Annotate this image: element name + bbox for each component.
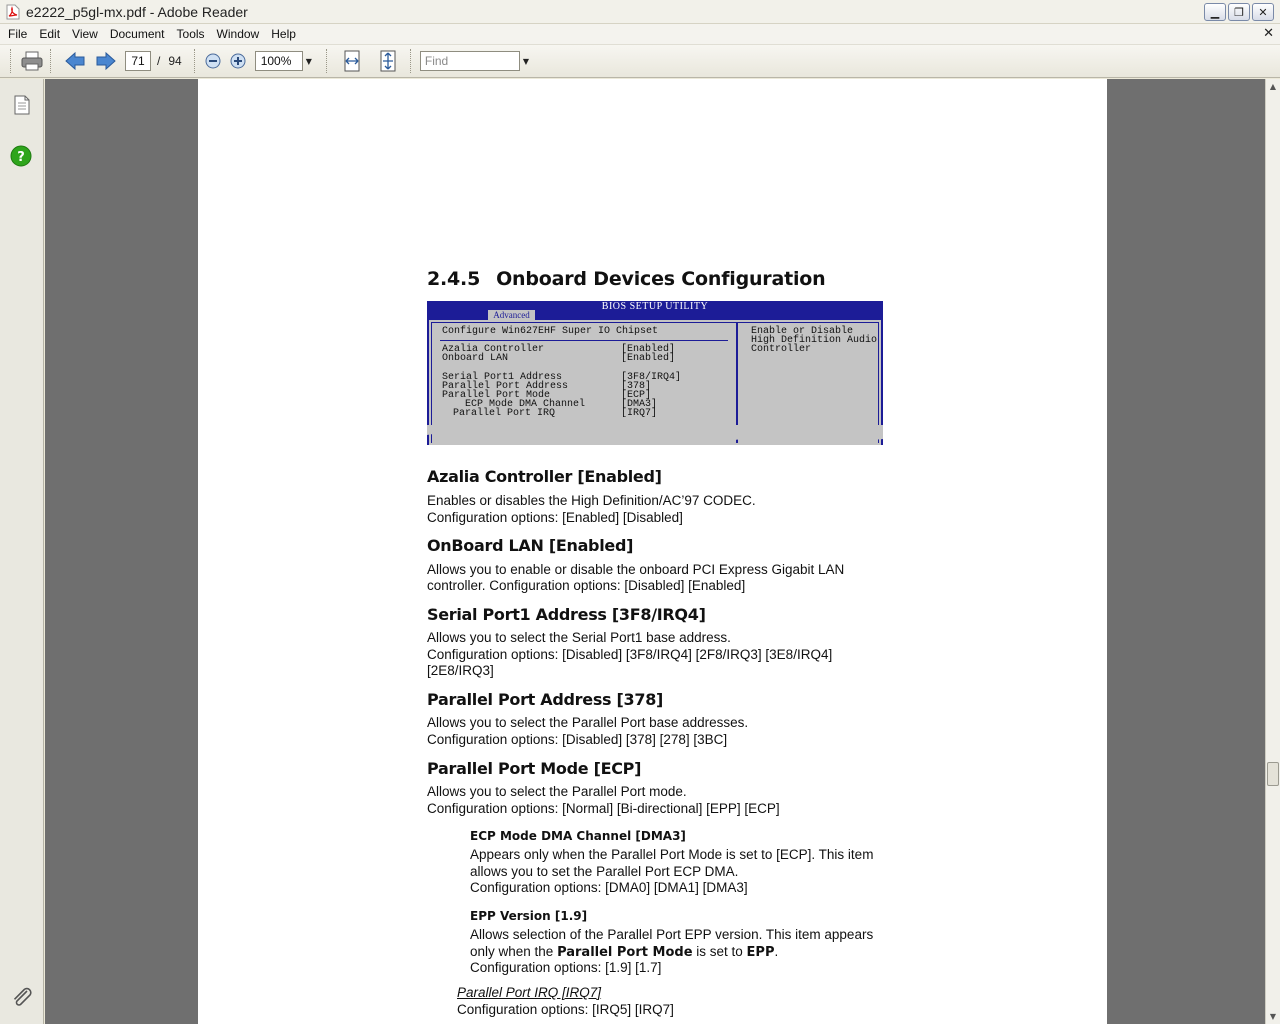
document-area[interactable] xyxy=(45,79,1265,1024)
scroll-down-icon[interactable]: ▼ xyxy=(1269,1012,1277,1021)
bios-row-value: [ECP] xyxy=(621,390,652,401)
paragraph-line: Allows you to select the Parallel Port mode. xyxy=(427,784,687,799)
paragraph-line: allows you to set the Parallel Port ECP DMA. xyxy=(470,864,739,879)
fit-page-icon xyxy=(378,50,398,72)
paragraph-line: Configuration options: [Normal] [Bi-directional] [EPP] [ECP] xyxy=(427,801,780,816)
zoom-level-input[interactable]: 100% xyxy=(255,51,303,71)
close-icon: ✕ xyxy=(1258,5,1268,19)
fit-width-button[interactable] xyxy=(342,50,362,72)
section-number: 2.4.5 xyxy=(427,268,481,290)
bios-row-value: [Enabled] xyxy=(621,353,676,364)
bios-header xyxy=(427,301,883,320)
bios-heading: Configure Win627EHF Super IO Chipset xyxy=(442,326,659,337)
text-fragment: is set to xyxy=(692,944,747,959)
bios-help-line: Controller xyxy=(751,344,812,355)
heading-serial-port: Serial Port1 Address [3F8/IRQ4] xyxy=(427,605,706,624)
help-icon[interactable] xyxy=(10,145,32,167)
paragraph-line: controller. Configuration options: [Disabled] [Enabled] xyxy=(427,578,746,593)
page-separator: / xyxy=(157,54,161,68)
bios-row-label: Parallel Port Mode xyxy=(442,390,551,401)
torn-edge xyxy=(427,425,883,445)
menu-document[interactable]: Document xyxy=(109,27,165,41)
bios-tab-advanced: Advanced xyxy=(488,310,535,320)
bios-row-label: Azalia Controller xyxy=(442,344,545,355)
bios-utility-title: BIOS SETUP UTILITY xyxy=(601,301,709,312)
zoom-in-button[interactable] xyxy=(229,52,247,70)
minimize-button[interactable] xyxy=(1204,3,1226,21)
svg-text:?: ? xyxy=(17,150,25,165)
paragraph-line: Configuration options: [Enabled] [Disabled] xyxy=(427,510,683,525)
scrollbar-thumb[interactable] xyxy=(1267,762,1279,786)
section-title xyxy=(427,268,825,290)
menu-edit[interactable]: Edit xyxy=(39,27,61,41)
heading-onboard-lan: OnBoard LAN [Enabled] xyxy=(427,536,634,555)
bios-row-value: [378] xyxy=(621,381,652,392)
section-title-text: Onboard Devices Configuration xyxy=(496,268,826,290)
paragraph-line: Configuration options: [1.9] [1.7] xyxy=(470,960,662,975)
bold-fragment: Parallel Port Mode xyxy=(557,945,693,960)
paragraph-line: Allows you to select the Parallel Port base addresses. xyxy=(427,715,749,730)
zoom-out-button[interactable] xyxy=(204,52,222,70)
pdf-icon xyxy=(6,4,20,20)
close-button[interactable] xyxy=(1252,3,1274,21)
subheading-ecp-dma: ECP Mode DMA Channel [DMA3] xyxy=(470,829,686,843)
text-fragment: . xyxy=(774,944,779,959)
find-input[interactable]: Find xyxy=(420,51,520,71)
vertical-scrollbar[interactable] xyxy=(1265,79,1280,1024)
pages-icon[interactable] xyxy=(13,95,31,115)
restore-icon: ❐ xyxy=(1234,5,1244,19)
paragraph-line: Configuration options: [Disabled] [3F8/IRQ4] [2F8/IRQ3] [3E8/IRQ4] xyxy=(427,647,833,662)
paragraph-line: [2E8/IRQ3] xyxy=(427,663,494,678)
paragraph-line: Appears only when the Parallel Port Mode is set to [ECP]. This item xyxy=(470,847,874,862)
print-icon xyxy=(20,50,44,72)
bios-help-line: High Definition Audio xyxy=(751,335,878,346)
bios-row-label: Parallel Port IRQ xyxy=(453,408,556,419)
bios-row-value: [Enabled] xyxy=(621,344,676,355)
paragraph-line: Configuration options: [DMA0] [DMA1] [DMA3] xyxy=(470,880,748,895)
menu-bar xyxy=(0,24,1280,45)
find-dropdown-icon[interactable]: ▼ xyxy=(522,56,530,66)
title-bar xyxy=(0,0,1280,24)
paragraph-line: Allows you to enable or disable the onboard PCI Express Gigabit LAN xyxy=(427,562,845,577)
pdf-page xyxy=(198,79,1107,1024)
previous-page-icon xyxy=(64,51,86,71)
fit-page-button[interactable] xyxy=(378,50,398,72)
next-page-icon xyxy=(95,51,117,71)
text-fragment: only when the xyxy=(470,944,558,959)
menu-window[interactable]: Window xyxy=(216,27,260,41)
bios-screenshot xyxy=(427,301,883,445)
toolbar xyxy=(0,45,1280,78)
restore-button[interactable] xyxy=(1228,3,1250,21)
paragraph-line: Allows selection of the Parallel Port EPP version. This item appears xyxy=(470,927,874,942)
bios-row-label: Serial Port1 Address xyxy=(442,372,563,383)
bold-fragment: EPP xyxy=(746,945,775,960)
menu-help[interactable]: Help xyxy=(271,27,296,41)
subheading-epp-version: EPP Version [1.9] xyxy=(470,909,588,923)
previous-page-button[interactable] xyxy=(64,51,86,71)
paragraph-line: Configuration options: [IRQ5] [IRQ7] xyxy=(457,1002,674,1017)
menu-tools[interactable]: Tools xyxy=(176,27,205,41)
paragraph-line: Enables or disables the High Definition/AC’97 CODEC. xyxy=(427,493,756,508)
menu-file[interactable]: File xyxy=(8,27,28,41)
page-number-input[interactable]: 71 xyxy=(125,51,151,71)
zoom-out-icon xyxy=(204,52,222,70)
attachment-icon[interactable] xyxy=(10,985,34,1009)
zoom-dropdown-icon[interactable]: ▼ xyxy=(305,56,312,66)
heading-azalia: Azalia Controller [Enabled] xyxy=(427,467,662,486)
bios-row-value: [IRQ7] xyxy=(621,408,658,419)
heading-parallel-mode: Parallel Port Mode [ECP] xyxy=(427,759,642,778)
zoom-in-icon xyxy=(229,52,247,70)
bios-row-label: Onboard LAN xyxy=(442,353,509,364)
heading-parallel-irq: Parallel Port IRQ [IRQ7] xyxy=(457,985,602,1000)
print-button[interactable] xyxy=(20,50,44,72)
bios-row-label: ECP Mode DMA Channel xyxy=(465,399,586,410)
paragraph-line: Configuration options: [Disabled] [378] [278] [3BC] xyxy=(427,732,728,747)
navigation-panel xyxy=(0,79,44,1024)
menu-view[interactable]: View xyxy=(72,27,98,41)
window-title: e2222_p5gl-mx.pdf - Adobe Reader xyxy=(26,3,248,20)
bios-help-line: Enable or Disable xyxy=(751,326,854,337)
minimize-icon: ▁ xyxy=(1210,5,1220,19)
document-close-icon[interactable]: ✕ xyxy=(1263,26,1274,41)
scroll-up-icon[interactable]: ▲ xyxy=(1269,82,1277,91)
page-total: 94 xyxy=(168,54,182,68)
bios-row-value: [3F8/IRQ4] xyxy=(621,372,682,383)
fit-width-icon xyxy=(342,50,362,72)
heading-parallel-address: Parallel Port Address [378] xyxy=(427,690,664,709)
bios-row-label: Parallel Port Address xyxy=(442,381,569,392)
bios-row-value: [DMA3] xyxy=(621,399,658,410)
paragraph-line: Allows you to select the Serial Port1 base address. xyxy=(427,630,731,645)
next-page-button[interactable] xyxy=(95,51,117,71)
